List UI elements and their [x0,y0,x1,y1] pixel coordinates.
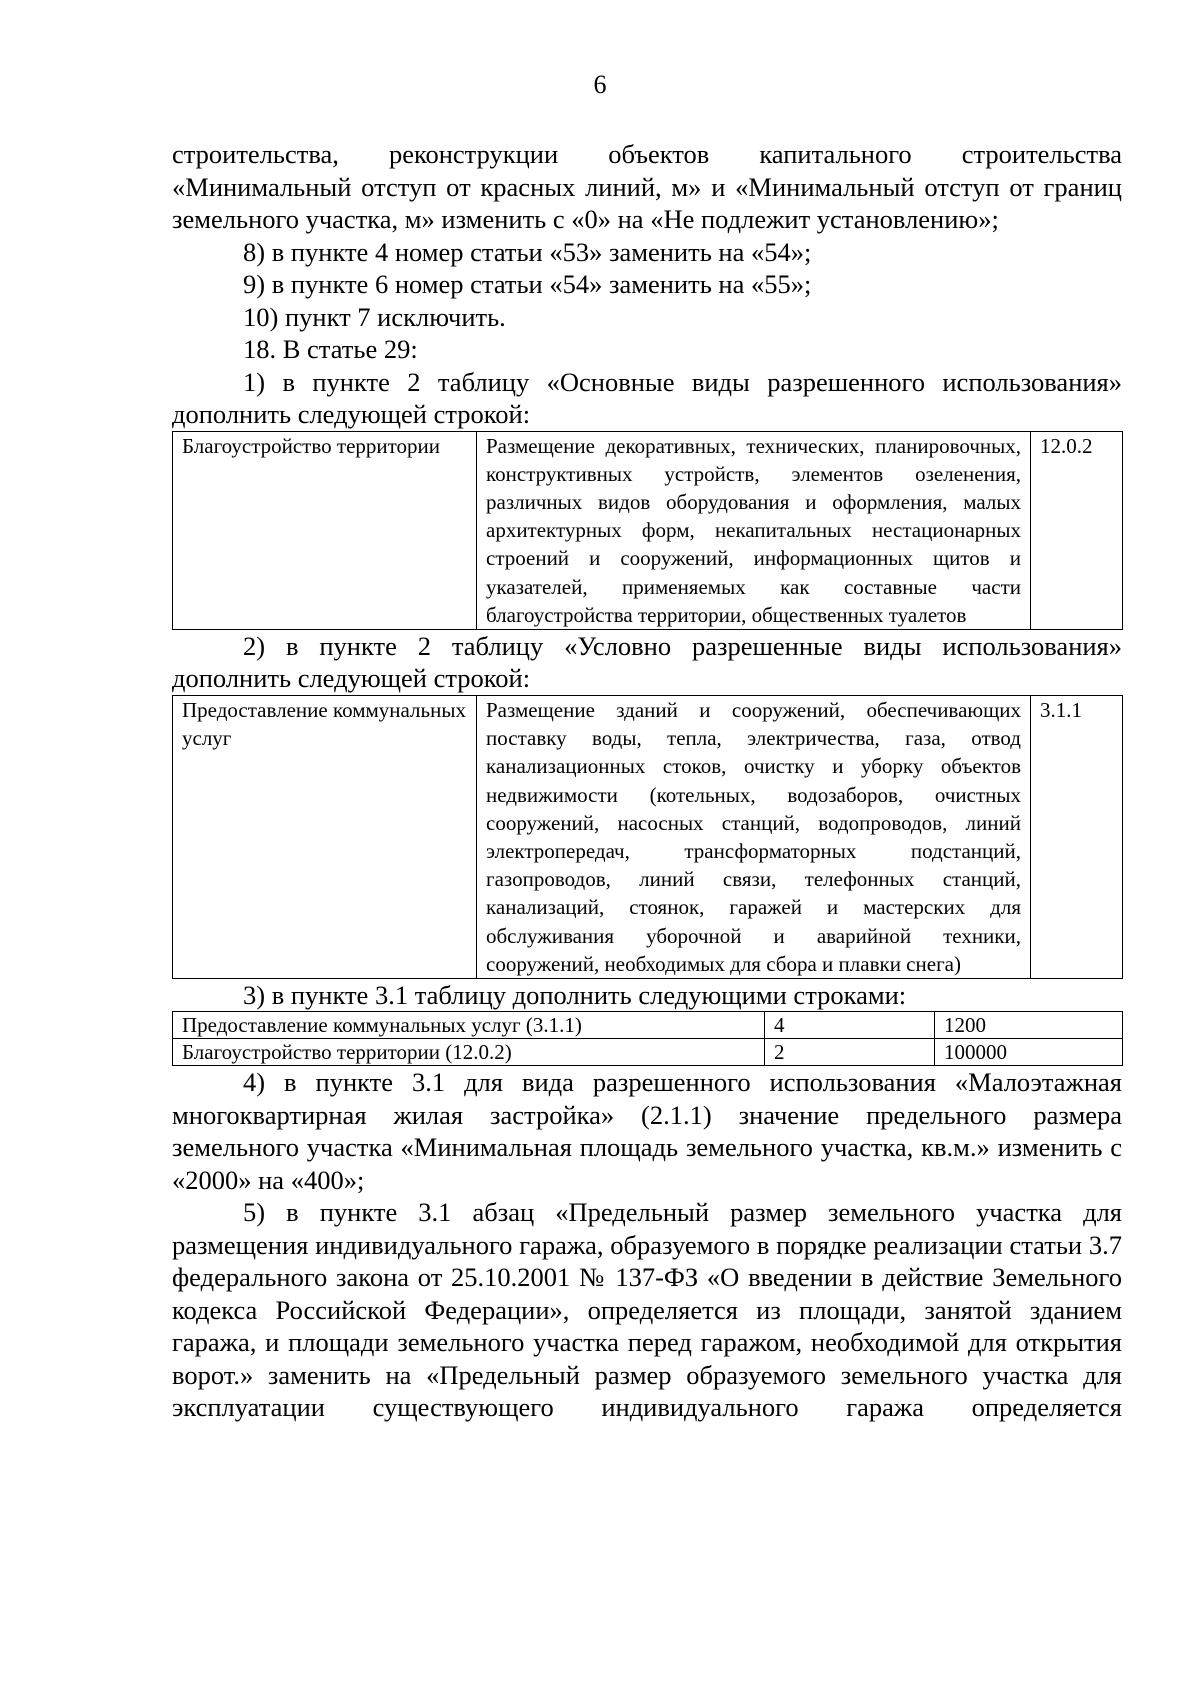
paragraph-item-10: 10) пункт 7 исключить. [243,301,506,332]
table-row [173,431,1123,629]
table-cell-name: Предоставление коммунальных услуг [173,695,477,978]
table-cell-value: 2 [765,1039,935,1066]
table-cell-code: 12.0.2 [1031,431,1123,629]
paragraph-point-4: 4) в пункте 3.1 для вида разрешенного использования «Малоэтажная многоквартирная жилая застройка» (2.1.1) значение предельного размера земельного участка «Минимальная площадь земельного участка, кв.м.» изменить с «2000» на «400»; [172,1067,1122,1195]
table-row [173,1039,1123,1066]
table-cell-code: 3.1.1 [1031,695,1123,978]
paragraph-article-18: 18. В статье 29: [243,334,418,364]
table-cell-value: 100000 [935,1039,1123,1066]
paragraph-point-5: 5) в пункте 3.1 абзац «Предельный размер земельного участка для размещения индивидуального гаража, образуемого в порядке реализации статьи 3.7 федерального закона от 25.10.2001 № 137-ФЗ «О введении в действие Земельного кодекса Российской Федерации», определяется из площади, занятой зданием гаража, и площади земельного участка перед гаражом, необходимой для открытия ворот.» заменить на «Предельный размер образуемого земельного участка для эксплуатации существующего индивидуального гаража определяется [172,1197,1122,1423]
paragraph-point-2: 2) в пункте 2 таблицу «Условно разрешенные виды использования» дополнить следующей строкой: [172,630,1122,694]
table-main-uses [172,431,1123,630]
table-conditional-uses [172,695,1123,979]
page-number: 6 [593,70,607,99]
table-cell-name: Благоустройство территории [173,431,477,629]
table-cell-name: Предоставление коммунальных услуг (3.1.1) [173,1012,765,1039]
document-body [172,138,1122,1424]
table-cell-value: 4 [765,1012,935,1039]
paragraph-point-3: 3) в пункте 3.1 таблицу дополнить следующими строками: [243,979,907,1010]
paragraph-item-9: 9) в пункте 6 номер статьи «54» заменить на «55»; [243,269,812,299]
paragraph-intro: строительства, реконструкции объектов капитального строительства «Минимальный отступ от красных линий, м» и «Минимальный отступ от границ земельного участка, м» изменить с «0» на «Не подлежит установлению»; [172,139,1122,234]
table-cell-name: Благоустройство территории (12.0.2) [173,1039,765,1066]
table-row [173,695,1123,978]
paragraph-point-1: 1) в пункте 2 таблицу «Основные виды разрешенного использования» дополнить следующей строкой: [172,366,1122,429]
table-row [173,1012,1123,1039]
table-parameters [172,1011,1123,1066]
paragraph-item-8: 8) в пункте 4 номер статьи «53» заменить на «54»; [243,236,812,267]
table-cell-value: 1200 [935,1012,1123,1039]
table-cell-description: Размещение декоративных, технических, планировочных, конструктивных устройств, элементов озеленения, различных видов оборудования и оформления, малых архитектурных форм, некапитальных нестационарных строений и сооружений, информационных щитов и указателей, применяемых как составные части благоустройства территории, общественных туалетов [477,431,1031,629]
table-cell-description: Размещение зданий и сооружений, обеспечивающих поставку воды, тепла, электричества, газа, отвод канализационных стоков, очистку и уборку объектов недвижимости (котельных, водозаборов, очистных сооружений, насосных станций, водопроводов, линий электропередач, трансформаторных подстанций, газопроводов, линий связи, телефонных станций, канализаций, стоянок, гаражей и мастерских для обслуживания уборочной и аварийной техники, сооружений, необходимых для сбора и плавки снега) [477,695,1031,978]
